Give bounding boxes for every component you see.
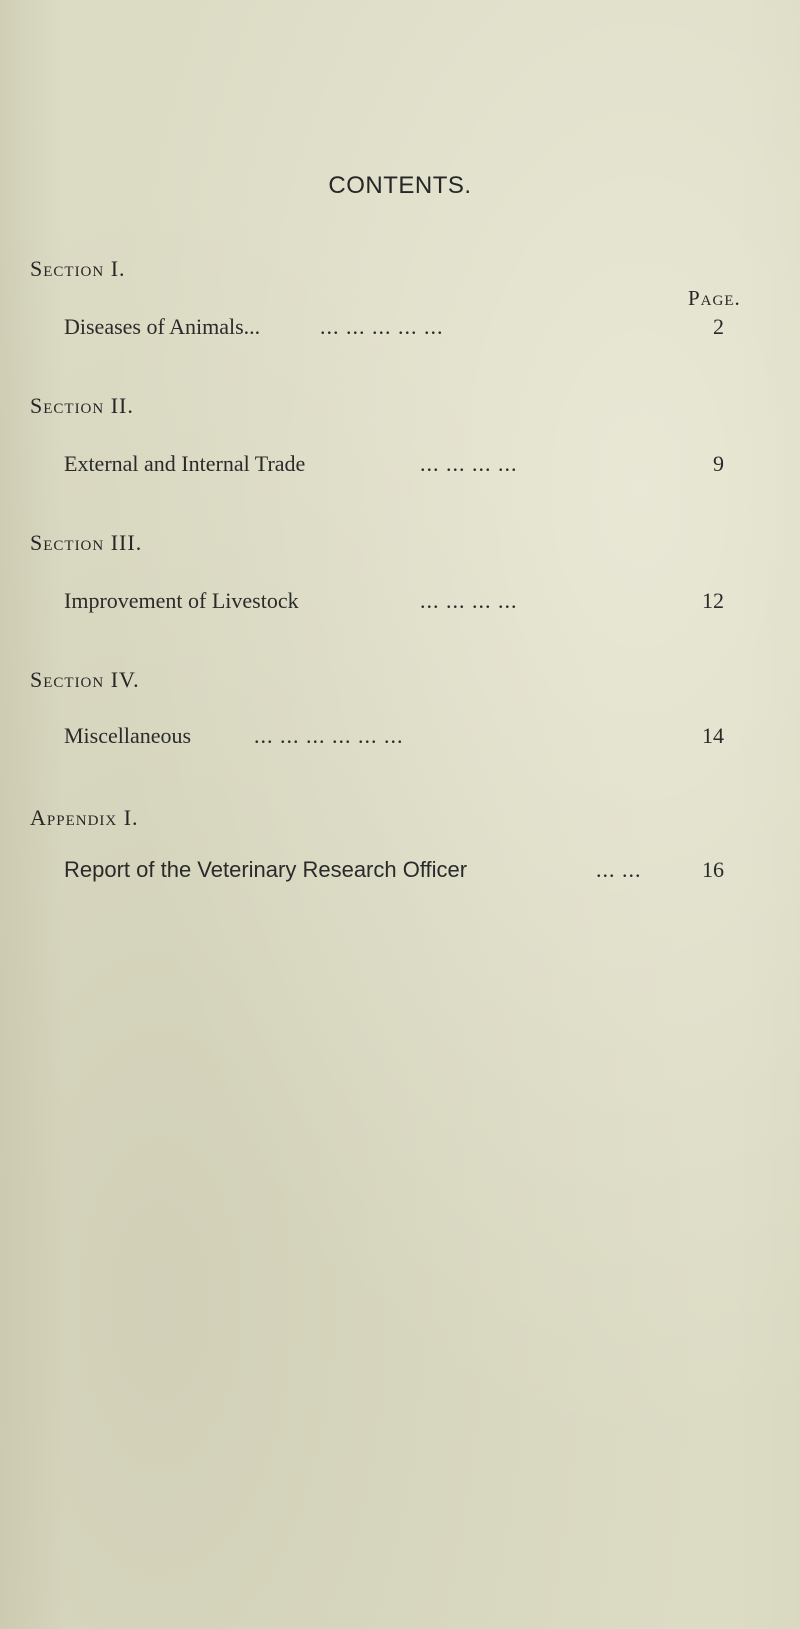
section-heading-1: Section I. — [30, 256, 126, 281]
toc-entry-livestock — [64, 588, 724, 618]
leader-dots: ... ... ... ... — [420, 588, 518, 613]
toc-entry-page: 2 — [713, 314, 724, 339]
section-heading-3: Section III. — [30, 530, 143, 555]
toc-entry-label: External and Internal Trade — [64, 451, 306, 476]
toc-entry-diseases — [64, 314, 724, 344]
toc-entry-label: Report of the Veterinary Research Officer — [64, 857, 468, 882]
section-heading-4: Section IV. — [30, 667, 140, 692]
page-title: CONTENTS. — [328, 172, 472, 199]
toc-entry-label: Miscellaneous — [64, 723, 192, 748]
section-heading-2: Section II. — [30, 393, 134, 418]
leader-dots: ... ... ... ... — [420, 451, 518, 476]
page-column-header: Page. — [688, 286, 741, 310]
toc-entry-page: 14 — [702, 723, 724, 748]
toc-entry-label: Improvement of Livestock — [64, 588, 299, 613]
toc-entry-page: 9 — [713, 451, 724, 476]
toc-entry-trade — [64, 451, 724, 481]
toc-entry-veterinary-report — [64, 857, 724, 887]
toc-entry-label: Diseases of Animals... — [64, 314, 261, 339]
toc-entry-miscellaneous — [64, 723, 724, 753]
toc-entry-page: 12 — [702, 588, 724, 613]
leader-dots: ... ... — [596, 857, 642, 882]
leader-dots: ... ... ... ... ... ... — [254, 723, 404, 748]
appendix-heading-1: Appendix I. — [30, 805, 139, 830]
toc-entry-page: 16 — [702, 857, 724, 882]
leader-dots: ... ... ... ... ... — [320, 314, 444, 339]
